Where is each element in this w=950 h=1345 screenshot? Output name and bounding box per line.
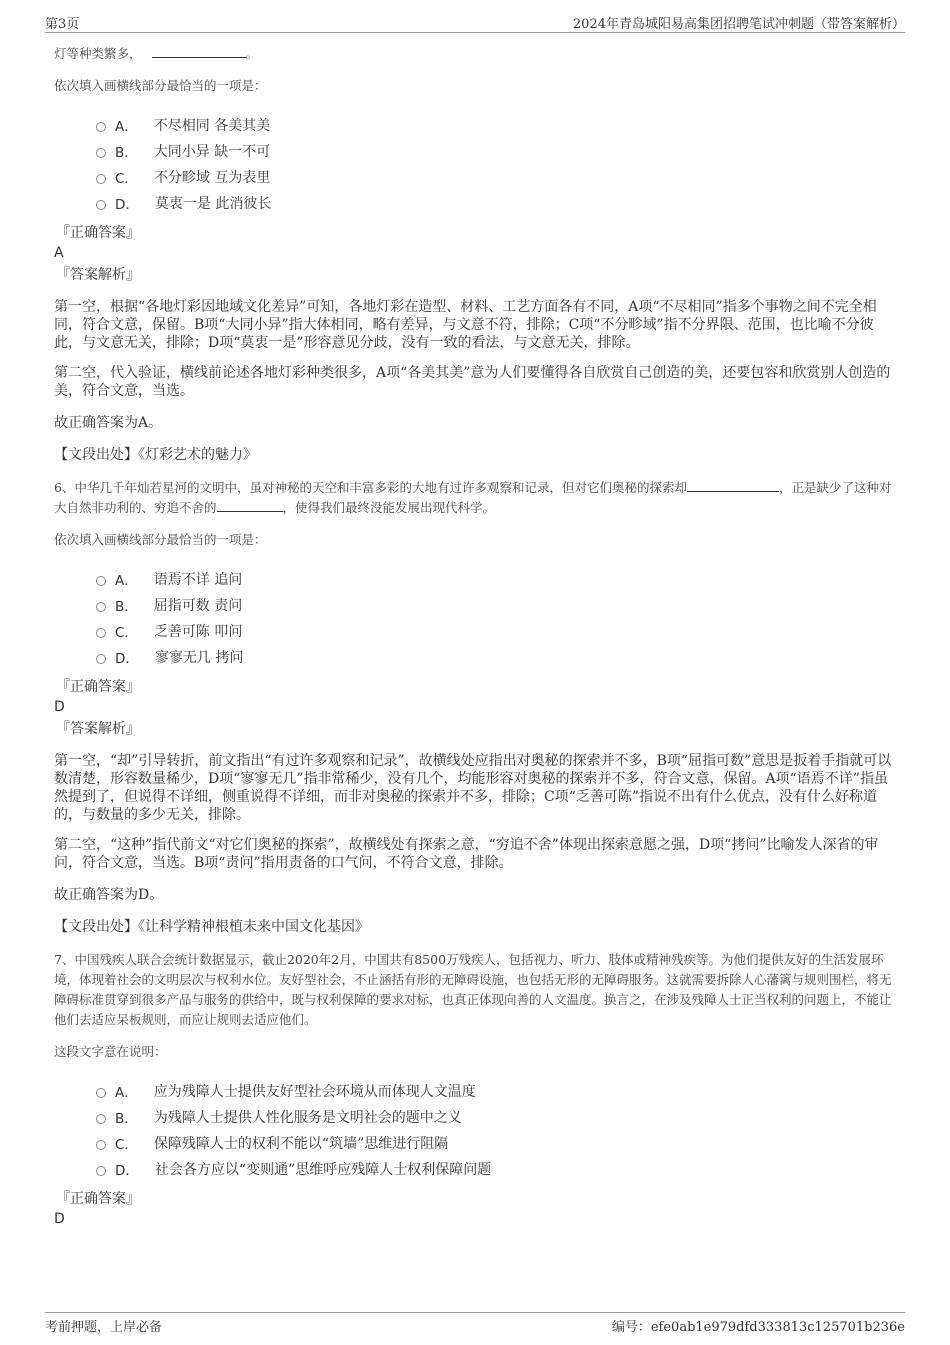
q5-answer: A: [54, 245, 64, 261]
q7-options: [54, 1078, 900, 1182]
q5-analysis-1: 第一空，根据“各地灯彩因地域文化差异”可知，各地灯彩在造型、材料、工艺方面各有不同，A项“不尽相同”指多个事物之间不完全相同，符合文意，保留。B项“大同小异”指大体相同，略有差异，与文意不符，排除；C项“不分畛域”指不分界限、范围，也比喻不分彼此，与文意无关，排除；D项“莫衷一是”形容意见分歧，没有一致的看法，与文意无关，排除。: [54, 299, 877, 351]
radio-icon[interactable]: [96, 1088, 106, 1098]
radio-icon[interactable]: [96, 122, 106, 132]
q5-option-b[interactable]: B． 大同小异 缺一不可: [54, 138, 900, 164]
document-title: 2024年青岛城阳易高集团招聘笔试冲刺题（带答案解析）: [572, 17, 905, 32]
q5-blank: [152, 44, 246, 58]
q5-stem-tail: [54, 44, 900, 64]
q5-conclusion: 故正确答案为A。: [54, 415, 163, 431]
radio-icon[interactable]: [96, 200, 106, 210]
q6-analysis-2: 第二空，“这种”指代前文“对它们奥秘的探索”，故横线处有探索之意，“穷追不舍”体现出探索意愿之强，D项“拷问”比喻发人深省的审问，符合文意，当选。B项“责问”指用责备的口气问，不符合文意，排除。: [54, 837, 879, 871]
q6-blank-2: [217, 498, 283, 512]
main-content: [54, 44, 900, 1228]
q5-source: 【文段出处】《灯彩艺术的魅力》: [54, 447, 257, 463]
q7-answer: D: [54, 1211, 65, 1227]
radio-icon[interactable]: [96, 148, 106, 158]
page-footer: [45, 1312, 905, 1335]
radio-icon[interactable]: [96, 628, 106, 638]
q7-option-d[interactable]: D． 社会各方应以“变则通”思维呼应残障人士权利保障问题: [54, 1156, 900, 1182]
radio-icon[interactable]: [96, 1114, 106, 1124]
q6-blank-1: [687, 478, 779, 492]
q7-stem: 7、中国残疾人联合会统计数据显示，截止2020年2月，中国共有8500万残疾人，包括视力、听力、肢体或精神残疾等。为他们提供友好的生活发展环境，体现着社会的文明层次与权利水位。友好型社会，不止涵括有形的无障碍设施，也包括无形的无障碍服务。这就需要拆除人心藩篱与规则围栏，将无障碍标准贯穿到很多产品与服务的供给中，既与权利保障的要求对标，也真正体现向善的人文温度。换言之，在涉及残障人士正当权利的问题上，不能让他们去适应呆板规则，而应让规则去适应他们。: [54, 952, 892, 1027]
page-number: 第3页: [45, 17, 80, 32]
q6-conclusion: 故正确答案为D。: [54, 887, 164, 903]
q5-option-a[interactable]: A． 不尽相同 各美其美: [54, 112, 900, 138]
q6-option-a[interactable]: A． 语焉不详 追问: [54, 566, 900, 592]
q6-analysis-label: 『答案解析』: [56, 721, 140, 737]
q6-option-c[interactable]: C． 乏善可陈 叩问: [54, 618, 900, 644]
q5-prompt: 依次填入画横线部分最恰当的一项是：: [54, 78, 267, 93]
q5-option-c[interactable]: C． 不分畛域 互为表里: [54, 164, 900, 190]
radio-icon[interactable]: [96, 576, 106, 586]
q7-answer-label: 『正确答案』: [56, 1191, 140, 1207]
q5-analysis-2: 第二空，代入验证，横线前论述各地灯彩种类很多，A项“各美其美”意为人们要懂得各自欣赏自己创造的美，还要包容和欣赏别人创造的美，符合文意，当选。: [54, 365, 891, 399]
q6-answer: D: [54, 699, 65, 715]
q6-prompt: 依次填入画横线部分最恰当的一项是：: [54, 532, 267, 547]
radio-icon[interactable]: [96, 654, 106, 664]
radio-icon[interactable]: [96, 602, 106, 612]
radio-icon[interactable]: [96, 1166, 106, 1176]
q7-option-b[interactable]: B． 为残障人士提供人性化服务是文明社会的题中之义: [54, 1104, 900, 1130]
q5-analysis-label: 『答案解析』: [56, 267, 140, 283]
q5-stem-end: 。: [245, 46, 259, 61]
q6-options: [54, 566, 900, 670]
q7-option-c[interactable]: C． 保障残障人士的权利不能以“筑墙”思维进行阻隔: [54, 1130, 900, 1156]
q5-option-d[interactable]: D． 莫衷一是 此消彼长: [54, 190, 900, 216]
footer-id: 编号：efe0ab1e979dfd333813c125701b236e: [611, 1320, 905, 1335]
page-header: [45, 10, 905, 33]
q6-answer-label: 『正确答案』: [56, 679, 140, 695]
q6-analysis-1: 第一空，“却”引导转折，前文指出“有过许多观察和记录”，故横线处应指出对奥秘的探索并不多，B项“屈指可数”意思是扳着手指就可以数清楚，形容数量稀少，D项“寥寥无几”指非常稀少，没有几个，均能形容对奥秘的探索并不多，符合文意，保留。A项“语焉不详”指虽然提到了，但说得不详细，侧重说得不详细，而非对奥秘的探索并不多，排除；C项“乏善可陈”指说不出有什么优点，没有什么好称道的，与数量的多少无关，排除。: [54, 753, 892, 823]
q5-options: [54, 112, 900, 216]
q6-source: 【文段出处】《让科学精神根植未来中国文化基因》: [54, 919, 369, 935]
q6-stem: 6、中华几千年灿若星河的文明中，虽对神秘的天空和丰富多彩的大地有过许多观察和记录，但对它们奥秘的探索却 ，正是缺少了这种对大自然非功利的、穷追不舍的 ，使得我们最终没能发展出现代科学。: [54, 480, 892, 515]
radio-icon[interactable]: [96, 174, 106, 184]
q7-prompt: 这段文字意在说明：: [54, 1044, 167, 1059]
q5-answer-label: 『正确答案』: [56, 225, 140, 241]
radio-icon[interactable]: [96, 1140, 106, 1150]
footer-slogan: 考前押题，上岸必备: [45, 1320, 163, 1335]
q7-option-a[interactable]: A． 应为残障人士提供友好型社会环境从而体现人文温度: [54, 1078, 900, 1104]
q6-option-b[interactable]: B． 屈指可数 责问: [54, 592, 900, 618]
q6-option-d[interactable]: D． 寥寥无几 拷问: [54, 644, 900, 670]
q5-stem-text: 灯等种类繁多，: [54, 46, 142, 61]
